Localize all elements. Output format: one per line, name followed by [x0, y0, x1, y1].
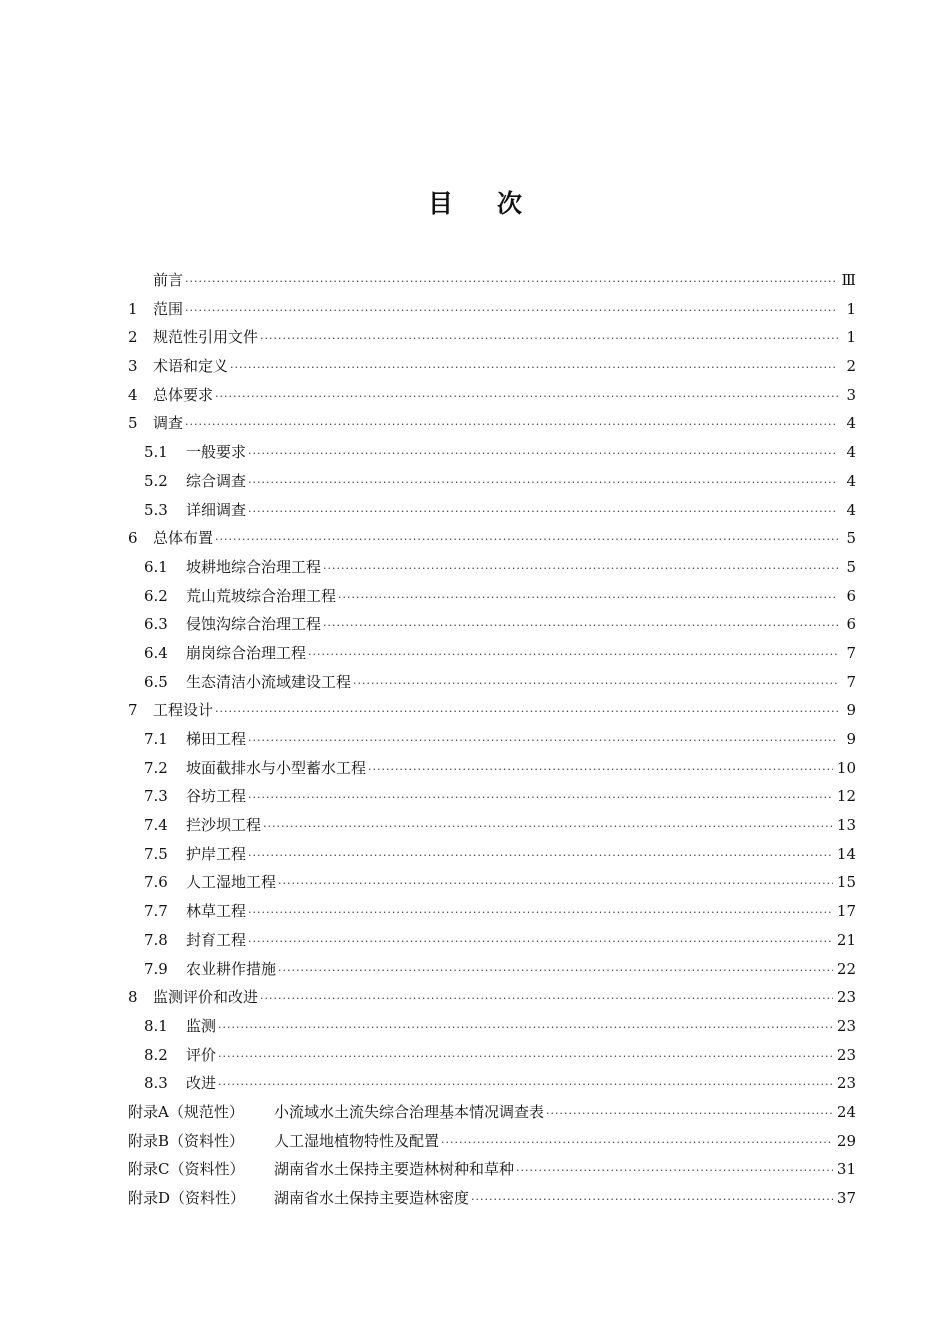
toc-entry-page: 23 [836, 1045, 856, 1064]
toc-entry-number: 1 [128, 299, 138, 318]
toc-entry-page: 23 [836, 1074, 856, 1093]
toc-entry[interactable] [128, 553, 856, 582]
toc-entry-title: 人工湿地工程 [186, 873, 277, 892]
toc-entry-number: 6.3 [144, 615, 168, 634]
toc-entry-number: 5.2 [144, 471, 168, 490]
toc-entry[interactable] [128, 352, 856, 381]
toc-entry-number: 7.1 [144, 730, 168, 748]
toc-entry-number: 4 [128, 385, 138, 404]
toc-entry-page: 31 [836, 1160, 856, 1179]
toc-entry-title: 坡耕地综合治理工程 [186, 557, 322, 576]
dot-leader [185, 268, 838, 297]
toc-entry[interactable] [128, 868, 856, 897]
toc-entry-number: 6.4 [144, 643, 168, 662]
toc-entry-page: 24 [836, 1102, 856, 1121]
dot-leader [185, 411, 838, 440]
toc-appendix-entry[interactable] [128, 1098, 856, 1127]
toc-entry-page: 6 [846, 615, 856, 634]
toc-entry-page: 22 [836, 959, 856, 978]
dot-leader [546, 1100, 833, 1129]
toc-entry-title: 坡面截排水与小型蓄水工程 [186, 758, 367, 777]
toc-entry[interactable] [128, 840, 856, 869]
toc-entry[interactable] [128, 524, 856, 553]
dot-leader [218, 1014, 833, 1043]
toc-appendix-entry[interactable] [128, 1184, 856, 1213]
toc-entry-number: 3 [128, 357, 138, 376]
toc-entry[interactable] [128, 668, 856, 697]
toc-entry-title: 改进 [186, 1074, 217, 1093]
toc-entry-number: 7.6 [144, 873, 168, 892]
dot-leader [308, 641, 838, 670]
toc-entry[interactable] [128, 696, 856, 725]
dot-leader [248, 842, 833, 871]
dot-leader [323, 555, 838, 584]
toc-entry-page: 4 [846, 500, 856, 519]
toc-entry-page: 3 [846, 385, 856, 404]
toc-entry-page: 5 [846, 557, 856, 576]
toc-entry-page: 37 [836, 1189, 856, 1207]
toc-entry-title: 生态清洁小流域建设工程 [186, 672, 352, 691]
toc-entry-number: 7.8 [144, 930, 168, 949]
toc-entry-number: 5.3 [144, 500, 168, 519]
dot-leader [218, 1071, 833, 1100]
page-title: 目次 [427, 189, 566, 218]
toc-entry-page: 14 [836, 844, 856, 863]
toc-entry-title: 监测 [186, 1016, 217, 1035]
dot-leader [278, 957, 833, 986]
dot-leader [248, 928, 833, 957]
dot-leader [471, 1186, 833, 1215]
toc-entry-number: 2 [128, 328, 138, 347]
dot-leader [353, 670, 838, 699]
toc-entry-title: 林草工程 [186, 902, 247, 921]
dot-leader [248, 498, 838, 527]
toc-entry-title: 前言 [153, 271, 184, 289]
toc-entry-page: 9 [846, 701, 856, 720]
toc-entry-page: 4 [846, 443, 856, 462]
toc-entry-page: 23 [836, 1016, 856, 1035]
toc-entry-number: 7 [128, 701, 138, 720]
toc-entry-page: 13 [836, 816, 856, 835]
toc-entry-number: 8 [128, 988, 138, 1007]
dot-leader [248, 469, 838, 498]
dot-leader [248, 440, 838, 469]
toc-entry-number: 7.3 [144, 787, 168, 806]
toc-entry-number: 7.4 [144, 816, 168, 835]
toc-entry[interactable] [128, 983, 856, 1012]
table-of-contents [128, 266, 856, 1213]
toc-entry-title: 封育工程 [186, 930, 247, 949]
toc-entry-number: 7.2 [144, 758, 168, 777]
toc-entry-number: 附录B（资料性） [128, 1131, 245, 1150]
toc-entry-number: 5 [128, 414, 138, 433]
dot-leader [248, 727, 838, 756]
dot-leader [260, 325, 838, 354]
toc-appendix-entry[interactable] [128, 1155, 856, 1184]
toc-entry[interactable] [128, 955, 856, 984]
toc-entry[interactable] [128, 926, 856, 955]
dot-leader [248, 784, 833, 813]
dot-leader [368, 756, 833, 785]
toc-entry-title: 湖南省水土保持主要造林树种和草种 [274, 1160, 515, 1179]
toc-entry-page: 7 [846, 643, 856, 662]
dot-leader [215, 526, 838, 555]
toc-entry-number: 6.5 [144, 672, 168, 691]
toc-entry-title: 监测评价和改进 [153, 988, 259, 1007]
toc-entry-title: 小流域水土流失综合治理基本情况调查表 [274, 1102, 545, 1121]
toc-entry-page: Ⅲ [841, 271, 856, 289]
toc-entry[interactable] [128, 811, 856, 840]
toc-entry[interactable] [128, 266, 856, 295]
toc-entry-title: 总体布置 [153, 529, 214, 548]
toc-entry[interactable] [128, 610, 856, 639]
toc-entry-page: 29 [836, 1131, 856, 1150]
toc-entry-title: 评价 [186, 1045, 217, 1064]
toc-entry-page: 2 [846, 357, 856, 376]
toc-entry-page: 1 [846, 328, 856, 347]
toc-entry-page: 6 [846, 586, 856, 605]
toc-entry-title: 一般要求 [186, 443, 247, 462]
dot-leader [215, 698, 838, 727]
toc-entry-number: 附录D（资料性） [128, 1189, 246, 1207]
toc-entry-page: 21 [836, 930, 856, 949]
toc-entry-number: 8.3 [144, 1074, 168, 1093]
dot-leader [323, 612, 838, 641]
toc-entry-page: 10 [836, 758, 856, 777]
toc-entry-number: 8.2 [144, 1045, 168, 1064]
toc-entry-title: 规范性引用文件 [153, 328, 259, 347]
toc-entry-title: 综合调查 [186, 471, 247, 490]
toc-entry-number: 7.9 [144, 959, 168, 978]
toc-entry-page: 9 [846, 730, 856, 748]
toc-entry-number: 6.1 [144, 557, 168, 576]
toc-entry-title: 荒山荒坡综合治理工程 [186, 586, 337, 605]
toc-entry-number: 7.5 [144, 844, 168, 863]
toc-entry-page: 1 [846, 299, 856, 318]
toc-entry[interactable] [128, 1012, 856, 1041]
toc-entry-title: 术语和定义 [153, 357, 229, 376]
toc-entry-number: 附录C（资料性） [128, 1160, 245, 1179]
toc-entry-page: 15 [836, 873, 856, 892]
toc-entry-title: 范围 [153, 299, 184, 318]
toc-entry-number: 附录A（规范性） [128, 1102, 244, 1121]
dot-leader [215, 383, 838, 412]
toc-entry-title: 梯田工程 [186, 730, 247, 748]
dot-leader [516, 1157, 833, 1186]
toc-entry-title: 工程设计 [153, 701, 214, 720]
toc-entry-number: 8.1 [144, 1016, 168, 1035]
toc-entry-page: 12 [836, 787, 856, 806]
toc-entry-number: 5.1 [144, 443, 168, 462]
toc-entry[interactable] [128, 782, 856, 811]
toc-appendix-entry[interactable] [128, 1127, 856, 1156]
toc-entry[interactable] [128, 467, 856, 496]
toc-entry-title: 详细调查 [186, 500, 247, 519]
toc-entry-title: 调查 [153, 414, 184, 433]
toc-entry[interactable] [128, 754, 856, 783]
toc-entry[interactable] [128, 323, 856, 352]
toc-entry-title: 拦沙坝工程 [186, 816, 262, 835]
dot-leader [263, 813, 833, 842]
dot-leader [338, 584, 838, 613]
toc-entry[interactable] [128, 438, 856, 467]
toc-entry-page: 7 [846, 672, 856, 691]
toc-entry-number: 6 [128, 529, 138, 548]
toc-entry-title: 人工湿地植物特性及配置 [274, 1131, 440, 1150]
toc-entry[interactable] [128, 582, 856, 611]
toc-entry[interactable] [128, 897, 856, 926]
dot-leader [185, 297, 838, 326]
dot-leader [441, 1129, 833, 1158]
toc-entry-title: 崩岗综合治理工程 [186, 643, 307, 662]
dot-leader [248, 899, 833, 928]
dot-leader [230, 354, 838, 383]
toc-entry-title: 农业耕作措施 [186, 959, 277, 978]
toc-entry[interactable] [128, 295, 856, 324]
toc-entry-title: 总体要求 [153, 385, 214, 404]
dot-leader [218, 1043, 833, 1072]
toc-entry-number: 7.7 [144, 902, 168, 921]
dot-leader [260, 985, 833, 1014]
toc-entry-page: 4 [846, 471, 856, 490]
toc-entry[interactable] [128, 381, 856, 410]
toc-entry-page: 17 [836, 902, 856, 921]
toc-entry-page: 23 [836, 988, 856, 1007]
toc-entry[interactable] [128, 409, 856, 438]
toc-entry-title: 护岸工程 [186, 844, 247, 863]
toc-entry-title: 湖南省水土保持主要造林密度 [274, 1189, 470, 1207]
toc-entry-title: 侵蚀沟综合治理工程 [186, 615, 322, 634]
toc-entry[interactable] [128, 725, 856, 754]
toc-entry[interactable] [128, 496, 856, 525]
toc-entry-title: 谷坊工程 [186, 787, 247, 806]
toc-entry-number: 6.2 [144, 586, 168, 605]
toc-entry[interactable] [128, 1041, 856, 1070]
dot-leader [278, 870, 833, 899]
toc-entry[interactable] [128, 1069, 856, 1098]
toc-entry[interactable] [128, 639, 856, 668]
toc-entry-page: 4 [846, 414, 856, 433]
toc-entry-page: 5 [846, 529, 856, 548]
